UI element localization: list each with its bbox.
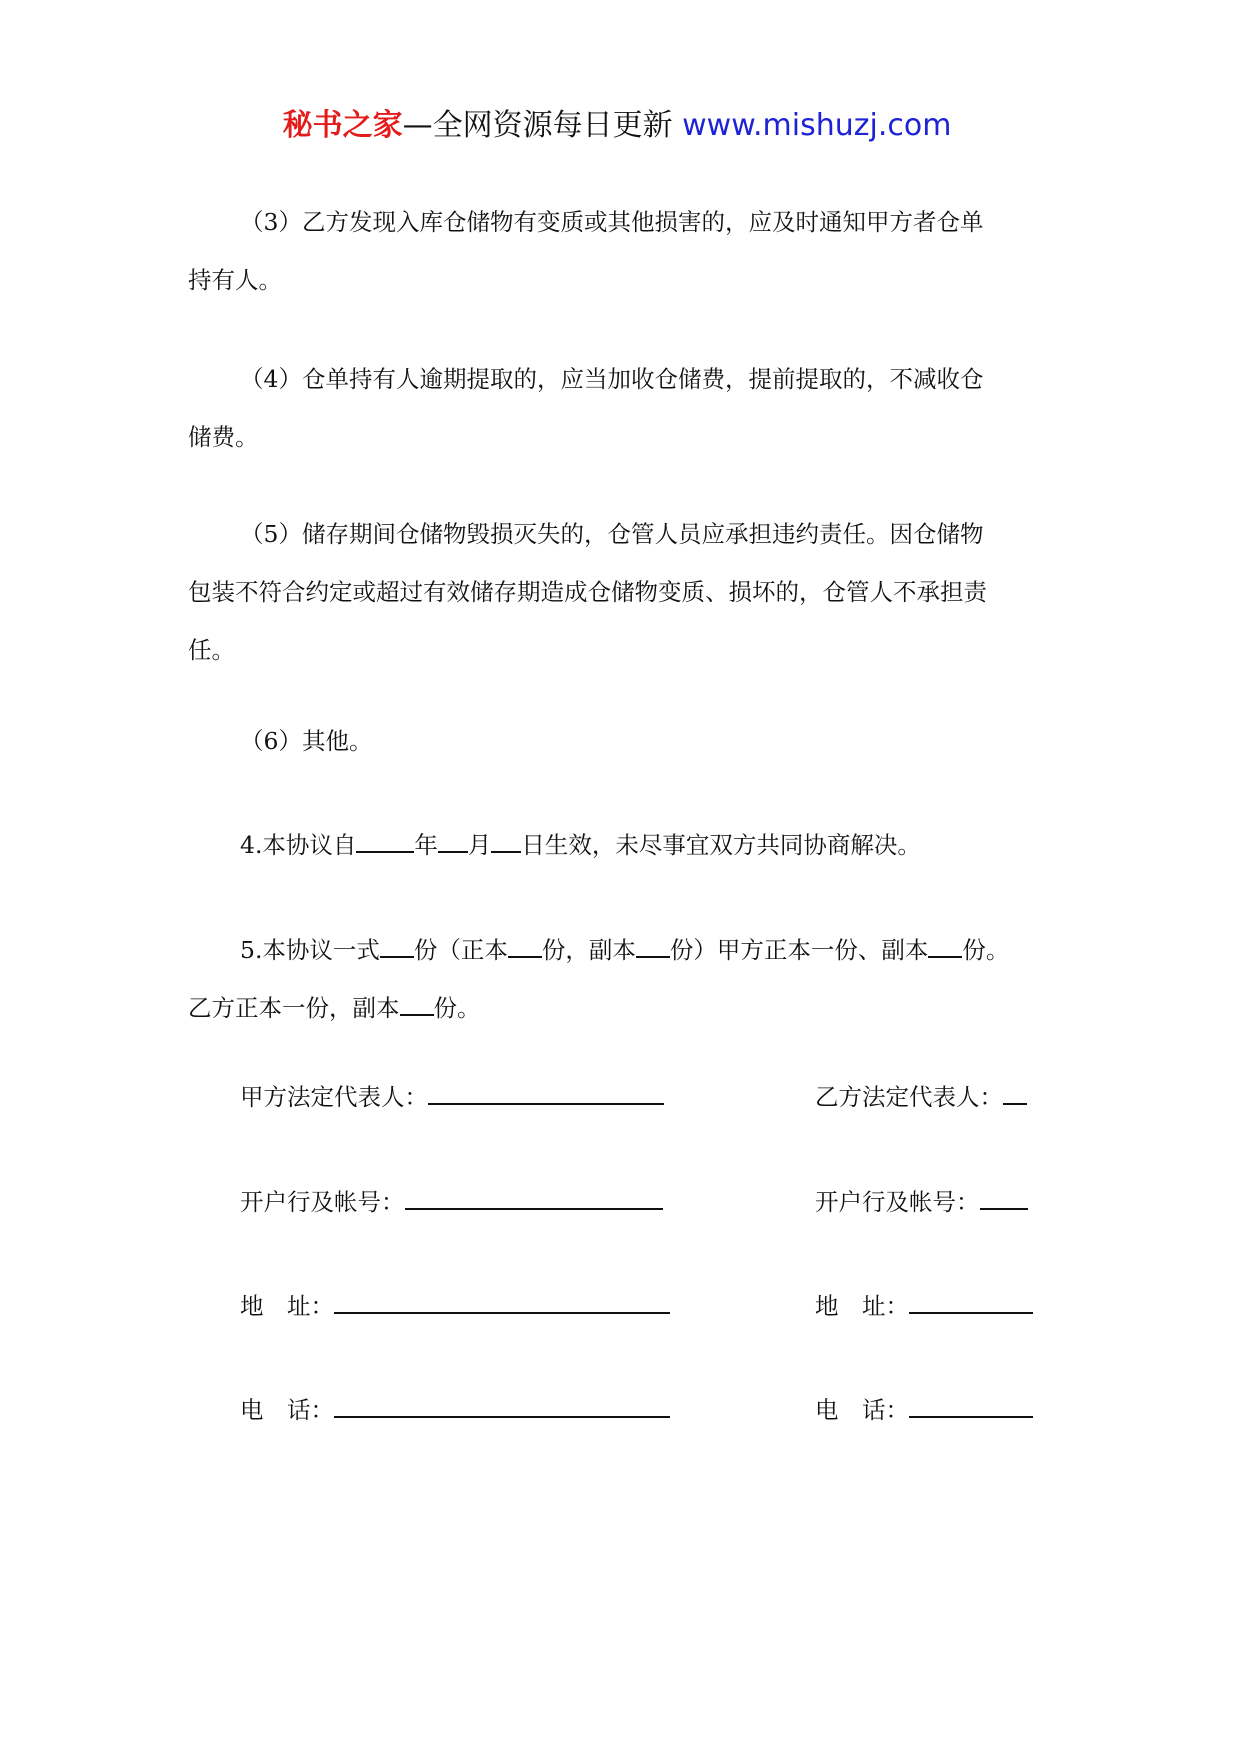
party-a-rep-field[interactable]: [428, 1083, 664, 1105]
item-5-text-3: 份，副本: [541, 936, 636, 964]
party-b-rep-row: [815, 1078, 1027, 1112]
party-a-phone-label: 电 话：: [240, 1396, 334, 1424]
item-5: [188, 921, 1068, 1037]
clause-6-line-1: （6）其他。: [240, 727, 373, 755]
header-url[interactable]: www.mishuzj.com: [682, 108, 952, 143]
original-copies-blank[interactable]: [508, 936, 542, 958]
item-4-text-1: 4.本协议自: [240, 831, 357, 859]
party-b-rep-label: 乙方法定代表人：: [815, 1083, 1003, 1111]
party-a-bank-label: 开户行及帐号：: [240, 1188, 405, 1216]
copies-blank[interactable]: [380, 936, 414, 958]
item-4-text-2: 年: [414, 831, 438, 859]
party-b-rep-field[interactable]: [1003, 1083, 1027, 1105]
party-a-rep-row: [240, 1078, 664, 1112]
item-5-line-1: [188, 921, 1068, 979]
party-a-address-row: [240, 1287, 670, 1321]
party-b-phone-field[interactable]: [909, 1396, 1033, 1418]
clause-3-line-2: 持有人。: [188, 266, 282, 294]
item-5-text-5: 份。: [962, 936, 1010, 964]
clause-5: [188, 505, 1068, 679]
party-b-bank-row: [815, 1183, 1028, 1217]
clause-5-line-3: 任。: [188, 636, 235, 664]
item-5-text-6: 乙方正本一份，副本: [188, 994, 400, 1022]
header-slogan: —全网资源每日更新: [402, 108, 673, 143]
item-4-line: [188, 816, 1068, 874]
party-a-phone-row: [240, 1391, 670, 1425]
item-4-text-4: 日生效，未尽事宜双方共同协商解决。: [521, 831, 921, 859]
year-blank[interactable]: [356, 831, 414, 853]
party-b-address-field[interactable]: [909, 1292, 1033, 1314]
party-b-bank-label: 开户行及帐号：: [815, 1188, 980, 1216]
clause-4-line-1: （4）仓单持有人逾期提取的，应当加收仓储费，提前提取的，不减收仓: [240, 365, 984, 393]
item-5-line-2: [188, 979, 1068, 1037]
clause-4-line-2: 储费。: [188, 423, 259, 451]
party-a-address-field[interactable]: [334, 1292, 670, 1314]
month-blank[interactable]: [438, 831, 468, 853]
item-5-text-7: 份。: [433, 994, 481, 1022]
item-5-text-4: 份）甲方正本一份、副本: [669, 936, 929, 964]
party-b-bank-field[interactable]: [980, 1188, 1028, 1210]
item-4: [188, 816, 1068, 874]
clause-5-line-2: 包装不符合约定或超过有效储存期造成仓储物变质、损坏的，仓管人不承担责: [188, 578, 987, 606]
duplicate-copies-blank[interactable]: [636, 936, 670, 958]
party-b-address-row: [815, 1287, 1033, 1321]
clause-6: [188, 712, 1068, 770]
party-b-phone-row: [815, 1391, 1033, 1425]
party-a-rep-label: 甲方法定代表人：: [240, 1083, 428, 1111]
clause-5-line-1: （5）储存期间仓储物毁损灭失的，仓管人员应承担违约责任。因仓储物: [240, 520, 984, 548]
day-blank[interactable]: [491, 831, 521, 853]
clause-3: [188, 193, 1068, 309]
clause-4: [188, 350, 1068, 466]
item-5-text-2: 份（正本: [413, 936, 508, 964]
site-header: [0, 100, 1234, 144]
clause-3-line-1: （3）乙方发现入库仓储物有变质或其他损害的，应及时通知甲方者仓单: [240, 208, 984, 236]
party-b-duplicate-blank[interactable]: [400, 994, 434, 1016]
party-a-address-label: 地 址：: [240, 1292, 334, 1320]
party-a-bank-row: [240, 1183, 663, 1217]
party-a-bank-field[interactable]: [405, 1188, 663, 1210]
item-4-text-3: 月: [467, 831, 492, 859]
party-a-duplicate-blank[interactable]: [928, 936, 962, 958]
party-a-phone-field[interactable]: [334, 1396, 670, 1418]
item-5-text-1: 5.本协议一式: [240, 936, 380, 964]
brand-name: 秘书之家: [282, 108, 403, 143]
party-b-address-label: 地 址：: [815, 1292, 909, 1320]
party-b-phone-label: 电 话：: [815, 1396, 909, 1424]
